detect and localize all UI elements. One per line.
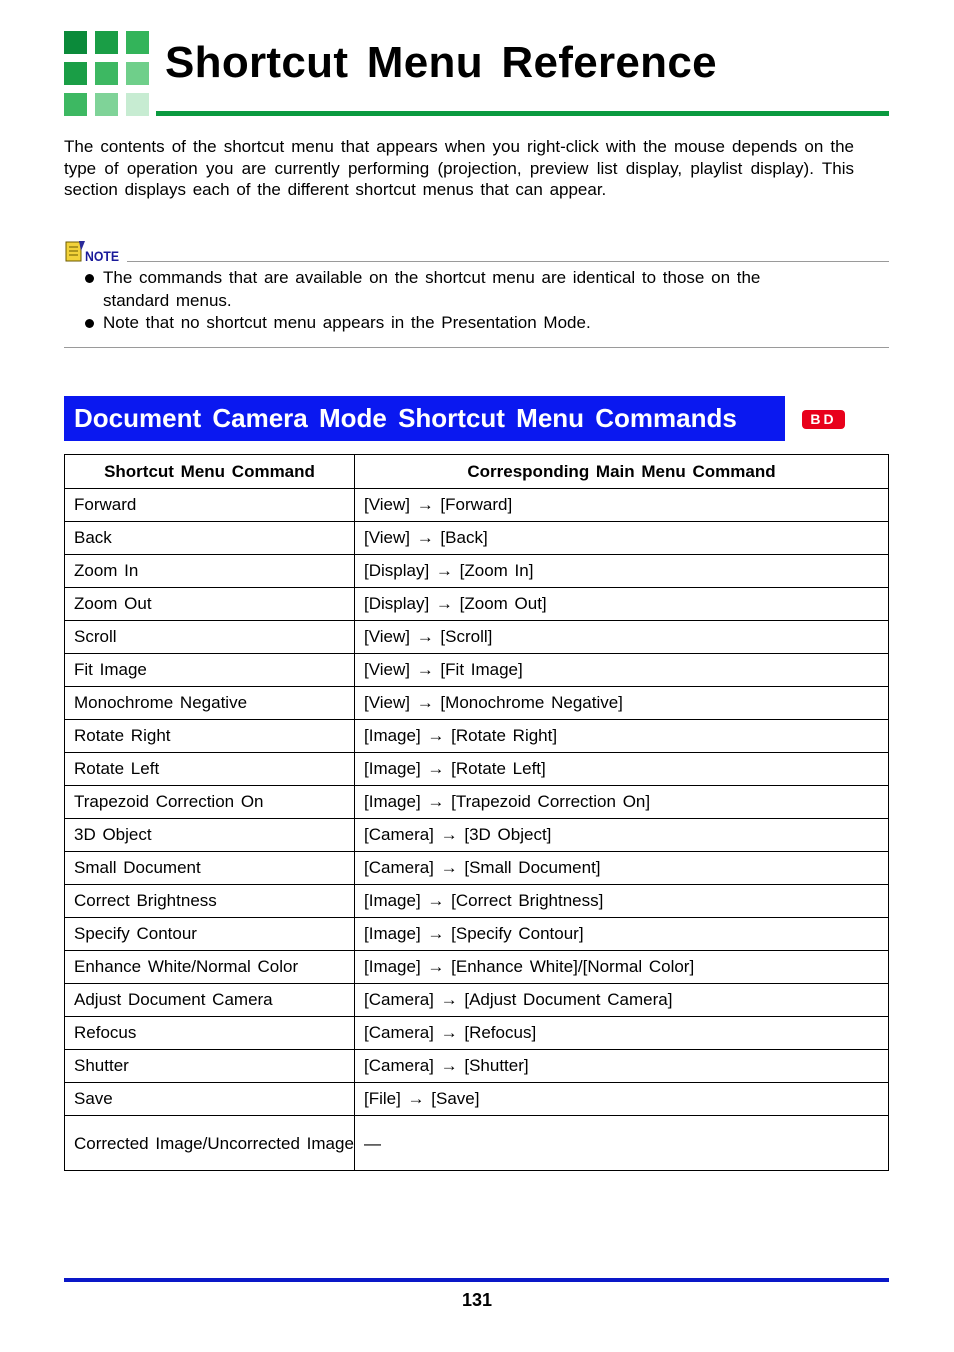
page-title: Shortcut Menu Reference — [165, 38, 717, 87]
main-menu-command-cell: — — [355, 1116, 889, 1171]
shortcut-command-cell: Adjust Document Camera — [65, 984, 355, 1017]
table-header-row — [65, 455, 889, 489]
shortcut-command-cell: Forward — [65, 489, 355, 522]
note-icon-label: NOTE — [85, 248, 119, 264]
table-row — [65, 654, 889, 687]
table-row — [65, 588, 889, 621]
shortcut-command-cell: Rotate Left — [65, 753, 355, 786]
note-divider-top — [127, 261, 889, 262]
table-row — [65, 522, 889, 555]
shortcut-command-cell: Correct Brightness — [65, 885, 355, 918]
logo-squares-icon — [64, 31, 150, 117]
main-menu-command-cell: [Image] → [Trapezoid Correction On] — [355, 786, 889, 819]
table-row — [65, 753, 889, 786]
table-row — [65, 621, 889, 654]
main-menu-command-cell: [Image] → [Correct Brightness] — [355, 885, 889, 918]
table-row — [65, 984, 889, 1017]
page-number: 131 — [461, 1290, 493, 1310]
table-row — [65, 1116, 889, 1171]
shortcut-command-table — [64, 454, 889, 1171]
main-menu-command-cell: [File] → [Save] — [355, 1083, 889, 1116]
shortcut-command-cell: Zoom Out — [65, 588, 355, 621]
main-menu-command-cell: [Image] → [Enhance White]/[Normal Color] — [355, 951, 889, 984]
main-menu-command-cell: [View] → [Scroll] — [355, 621, 889, 654]
main-menu-command-cell: [View] → [Monochrome Negative] — [355, 687, 889, 720]
table-row — [65, 786, 889, 819]
main-menu-command-cell: [Display] → [Zoom Out] — [355, 588, 889, 621]
shortcut-command-cell: Specify Contour — [65, 918, 355, 951]
table-row — [65, 852, 889, 885]
main-menu-command-cell: [View] → [Forward] — [355, 489, 889, 522]
note-item: Note that no shortcut menu appears in the Presentation Mode. — [84, 312, 824, 335]
intro-paragraph: The contents of the shortcut menu that appears when you right-click with the mouse depends on the type of operation you are currently performing (projection, preview list display, playlist display). This section displays each of the different shortcut menus that can appear. — [64, 137, 854, 200]
shortcut-command-cell: Save — [65, 1083, 355, 1116]
main-menu-command-cell: [Image] → [Specify Contour] — [355, 918, 889, 951]
table-row — [65, 918, 889, 951]
main-menu-command-cell: [Image] → [Rotate Left] — [355, 753, 889, 786]
title-underline — [156, 111, 889, 116]
main-menu-command-cell: [Display] → [Zoom In] — [355, 555, 889, 588]
table-row — [65, 555, 889, 588]
table-row — [65, 720, 889, 753]
shortcut-command-cell: Small Document — [65, 852, 355, 885]
main-menu-command-cell: [Camera] → [3D Object] — [355, 819, 889, 852]
table-row — [65, 951, 889, 984]
note-list — [84, 267, 824, 335]
table-row — [65, 687, 889, 720]
bd-badge: BD — [802, 410, 845, 429]
shortcut-command-cell: Back — [65, 522, 355, 555]
shortcut-command-cell: Refocus — [65, 1017, 355, 1050]
shortcut-command-cell: Scroll — [65, 621, 355, 654]
main-menu-command-cell: [Image] → [Rotate Right] — [355, 720, 889, 753]
main-menu-command-cell: [View] → [Back] — [355, 522, 889, 555]
note-item: The commands that are available on the shortcut menu are identical to those on the standard menus. — [84, 267, 824, 312]
column-header-main-menu: Corresponding Main Menu Command — [355, 455, 889, 489]
shortcut-command-cell: Trapezoid Correction On — [65, 786, 355, 819]
shortcut-command-cell: Corrected Image/Uncorrected Image — [65, 1116, 355, 1171]
table-row — [65, 1050, 889, 1083]
table-row — [65, 885, 889, 918]
shortcut-command-cell: Enhance White/Normal Color — [65, 951, 355, 984]
table-row — [65, 819, 889, 852]
main-menu-command-cell: [Camera] → [Shutter] — [355, 1050, 889, 1083]
shortcut-command-cell: Monochrome Negative — [65, 687, 355, 720]
column-header-shortcut: Shortcut Menu Command — [65, 455, 355, 489]
shortcut-command-cell: Fit Image — [65, 654, 355, 687]
table-row — [65, 489, 889, 522]
footer-rule — [64, 1278, 889, 1282]
note-divider-bottom — [64, 347, 889, 348]
section-heading: Document Camera Mode Shortcut Menu Commands — [64, 396, 785, 441]
main-menu-command-cell: [View] → [Fit Image] — [355, 654, 889, 687]
note-icon — [64, 239, 122, 265]
main-menu-command-cell: [Camera] → [Small Document] — [355, 852, 889, 885]
table-row — [65, 1083, 889, 1116]
main-menu-command-cell: [Camera] → [Refocus] — [355, 1017, 889, 1050]
shortcut-command-cell: Zoom In — [65, 555, 355, 588]
shortcut-command-cell: 3D Object — [65, 819, 355, 852]
shortcut-command-cell: Rotate Right — [65, 720, 355, 753]
shortcut-command-cell: Shutter — [65, 1050, 355, 1083]
table-row — [65, 1017, 889, 1050]
main-menu-command-cell: [Camera] → [Adjust Document Camera] — [355, 984, 889, 1017]
